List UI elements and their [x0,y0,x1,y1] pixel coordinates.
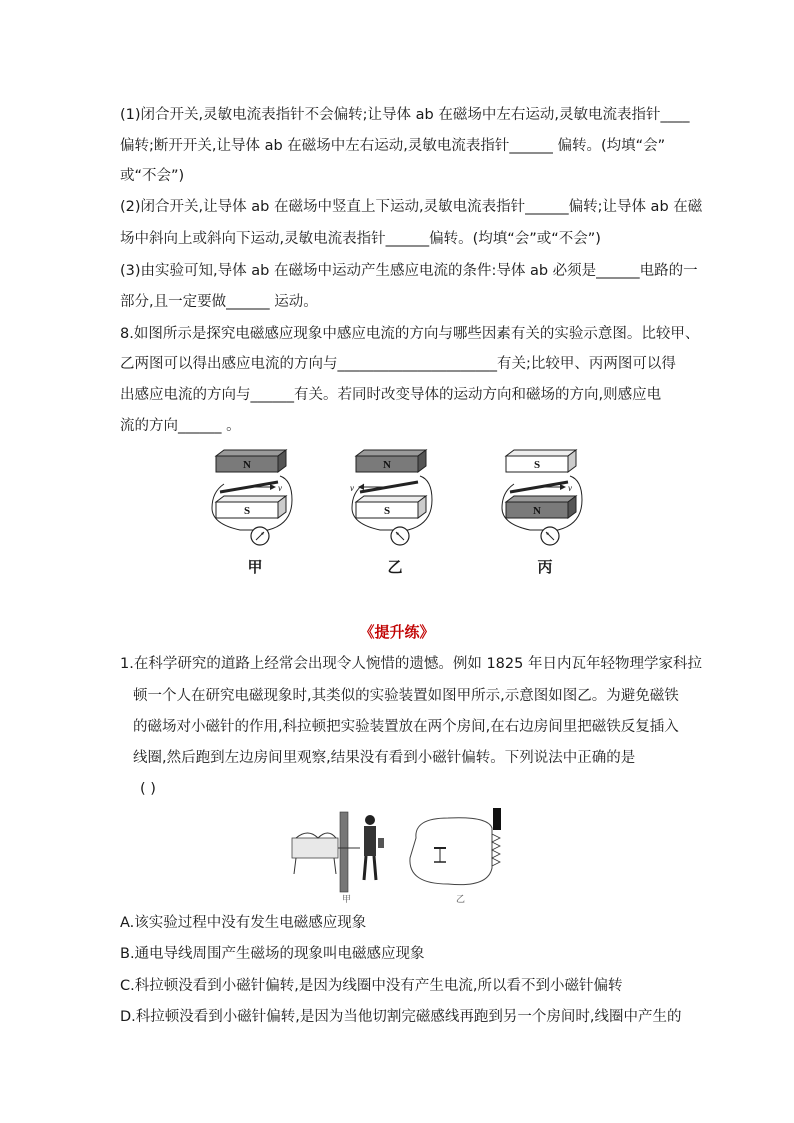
panel-bing-label: 丙 [537,558,553,576]
panel-jia-label: 甲 [247,558,263,576]
q7-part1-line2: 偏转;断开开关,让导体 ab 在磁场中左右运动,灵敏电流表指针______ 偏转。(均填“会” [120,138,666,154]
q1-line3: 的磁场对小磁针的作用,科拉顿把实验装置放在两个房间,在右边房间里把磁铁反复插入 [133,719,679,735]
figure-panel-yi [350,444,440,574]
panel-jia-bottom-pole: S [243,505,251,517]
fig-caption-jia: 甲 [342,895,352,905]
q1-option-b: B.通电导线周围产生磁场的现象叫电磁感应现象 [120,946,425,962]
panel-yi-top-pole: N [383,459,391,471]
fig-caption-yi: 乙 [456,895,466,905]
colladon-figure [288,808,508,908]
panel-bing-velocity-label: v [568,483,572,493]
q7-part2-line2: 场中斜向上或斜向下运动,灵敏电流表指针______偏转。(均填“会”或“不会”) [120,231,601,247]
figure-panel-bing [500,444,590,574]
q8-line2: 乙两图可以得出感应电流的方向与______________________有关;比较甲、丙两图可以得 [120,356,676,372]
q1-option-a: A.该实验过程中没有发生电磁感应现象 [120,915,367,931]
figure-panel-jia [210,444,300,574]
q1-line2: 顿一个人在研究电磁现象时,其类似的实验装置如图甲所示,示意图如图乙。为避免磁铁 [133,688,679,704]
q1-option-d: D.科拉顿没看到小磁针偏转,是因为当他切割完磁感线再跑到另一个房间时,线圈中产生的 [120,1009,682,1025]
q7-part1-line1: (1)闭合开关,灵敏电流表指针不会偏转;让导体 ab 在磁场中左右运动,灵敏电流表指针____ [120,107,690,123]
panel-yi-diagram [350,444,440,554]
panel-bing-diagram [500,444,590,554]
q7-part3-line1: (3)由实验可知,导体 ab 在磁场中运动产生感应电流的条件:导体 ab 必须是______电路的一 [120,263,698,279]
panel-jia-velocity-label: v [278,483,282,493]
section-title: 《提升练》 [359,623,435,641]
panel-yi-bottom-pole: S [383,505,391,517]
panel-jia-top-pole: N [243,459,251,471]
panel-bing-bottom-pole: N [533,505,541,517]
panel-yi-label: 乙 [387,558,403,576]
q1-option-c: C.科拉顿没看到小磁针偏转,是因为线圈中没有产生电流,所以看不到小磁针偏转 [120,978,623,994]
q7-part3-line2: 部分,且一定要做______ 运动。 [120,294,318,310]
q1-line1: 1.在科学研究的道路上经常会出现令人惋惜的遗憾。例如 1825 年日内瓦年轻物理学家科拉 [120,656,702,672]
panel-yi-velocity-label: v [350,483,354,493]
q1-answer-blank: ( ) [140,781,156,797]
q8-line4: 流的方向______ 。 [120,418,241,434]
induction-figure [200,444,600,584]
q7-part2-line1: (2)闭合开关,让导体 ab 在磁场中竖直上下运动,灵敏电流表指针______偏转;让导体 ab 在磁 [120,199,703,215]
panel-bing-top-pole: S [533,459,541,471]
colladon-diagram [288,808,508,908]
panel-jia-diagram [210,444,300,554]
q1-line4: 线圈,然后跑到左边房间里观察,结果没有看到小磁针偏转。下列说法中正确的是 [133,750,636,766]
q8-line1: 8.如图所示是探究电磁感应现象中感应电流的方向与哪些因素有关的实验示意图。比较甲、 [120,326,700,342]
q8-line3: 出感应电流的方向与______有关。若同时改变导体的运动方向和磁场的方向,则感应电 [120,387,662,403]
q7-part1-line3: 或“不会”) [120,168,185,184]
